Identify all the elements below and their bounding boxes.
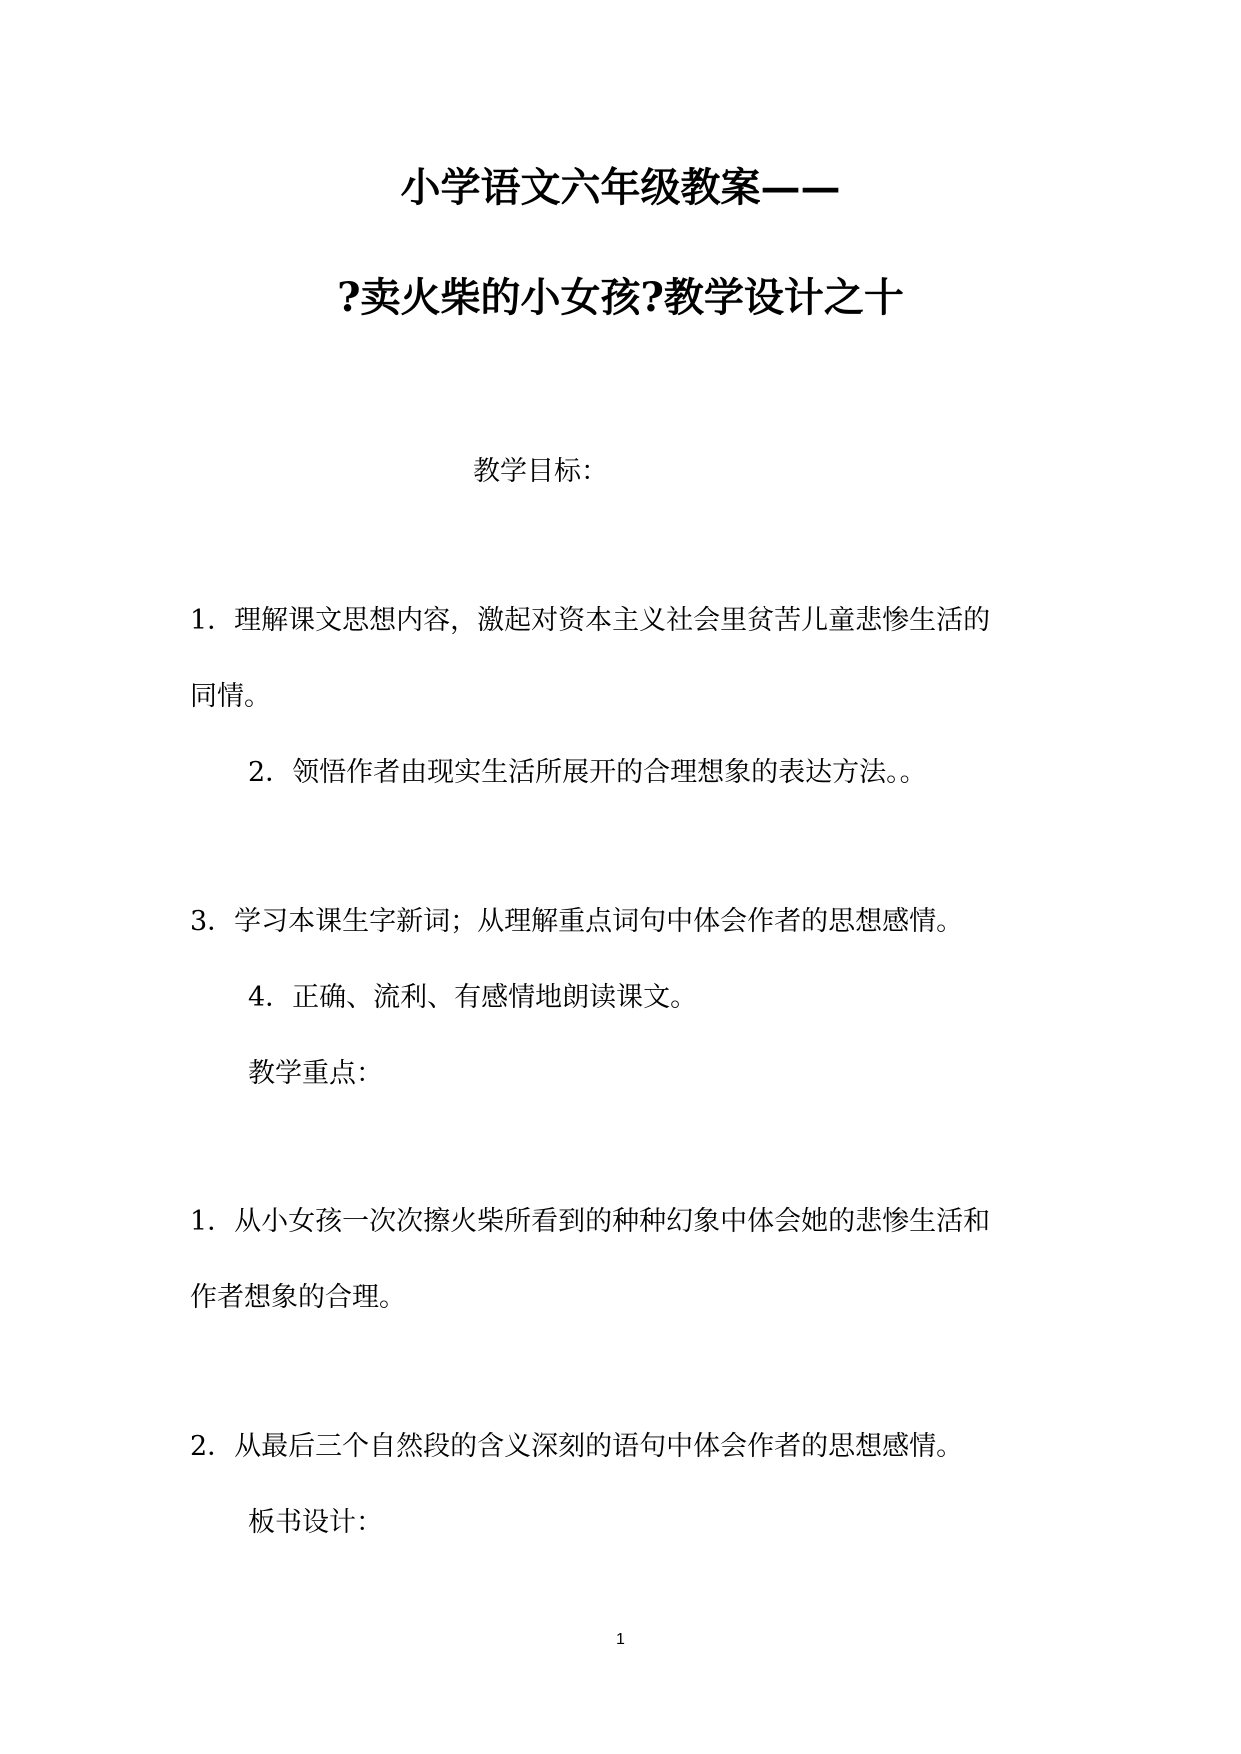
keypoint-1-line-1: 1．从小女孩一次次擦火柴所看到的种种幻象中体会她的悲惨生活和 (190, 1206, 991, 1237)
objective-1-line-1: 1．理解课文思想内容，激起对资本主义社会里贫苦儿童悲惨生活的 (190, 605, 991, 636)
objective-3: 3．学习本课生字新词；从理解重点词句中体会作者的思想感情。 (190, 906, 964, 937)
title-line-2: ?卖火柴的小女孩?教学设计之十 (337, 274, 904, 321)
keypoints-heading: 教学重点： (248, 1058, 383, 1089)
objective-4: 4．正确、流利、有感情地朗读课文。 (248, 982, 698, 1013)
keypoint-2: 2．从最后三个自然段的含义深刻的语句中体会作者的思想感情。 (190, 1431, 964, 1462)
objective-1-line-2: 同情。 (190, 681, 271, 712)
page-number: 1 (616, 1631, 625, 1648)
board-design-heading: 板书设计： (248, 1507, 383, 1538)
objectives-heading: 教学目标： (473, 456, 608, 487)
objective-2: 2．领悟作者由现实生活所展开的合理想象的表达方法。。 (248, 757, 927, 788)
title-line-1: 小学语文六年级教案—— (400, 164, 841, 211)
keypoint-1-line-2: 作者想象的合理。 (190, 1282, 406, 1313)
